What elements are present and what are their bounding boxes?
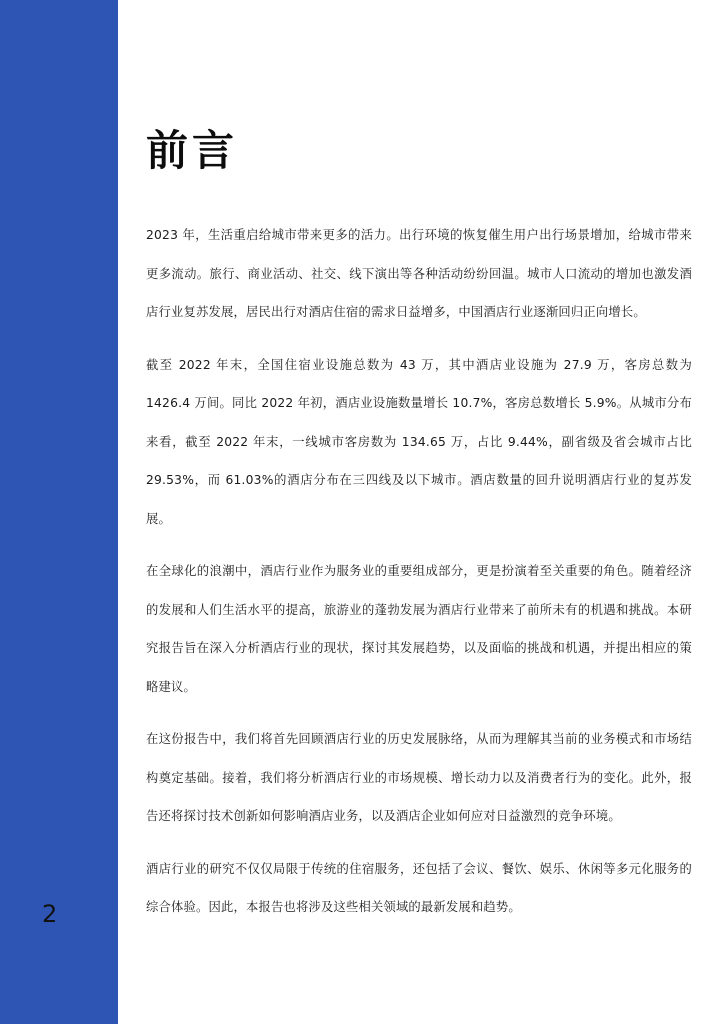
- paragraph: 在全球化的浪潮中，酒店行业作为服务业的重要组成部分，更是扮演着至关重要的角色。随着经济的发展和人们生活水平的提高，旅游业的蓬勃发展为酒店行业带来了前所未有的机遇和挑战。本研究报告旨在深入分析酒店行业的现状，探讨其发展趋势，以及面临的挑战和机遇，并提出相应的策略建议。: [146, 564, 692, 694]
- paragraph: 在这份报告中，我们将首先回顾酒店行业的历史发展脉络，从而为理解其当前的业务模式和市场结构奠定基础。接着，我们将分析酒店行业的市场规模、增长动力以及消费者行为的变化。此外，报告还将探讨技术创新如何影响酒店业务，以及酒店企业如何应对日益激烈的竞争环境。: [146, 732, 692, 823]
- page-title: 前言: [146, 126, 239, 175]
- paragraph: 2023 年，生活重启给城市带来更多的活力。出行环境的恢复催生用户出行场景增加，给城市带来更多流动。旅行、商业活动、社交、线下演出等各种活动纷纷回温。城市人口流动的增加也激发酒店行业复苏发展，居民出行对酒店住宿的需求日益增多，中国酒店行业逐渐回归正向增长。: [146, 228, 692, 319]
- side-color-bar: [0, 0, 118, 1024]
- paragraph: 截至 2022 年末，全国住宿业设施总数为 43 万，其中酒店业设施为 27.9 万，客房总数为 1426.4 万间。同比 2022 年初，酒店业设施数量增长 10.7%，客房总数增长 5.9%。从城市分布来看，截至 2022 年末，一线城市客房数为 134.65 万，占比 9.44%，副省级及省会城市占比 29.53%，而 61.03%的酒店分布在三四线及以下城市。酒店数量的回升说明酒店行业的复苏发展。: [146, 357, 692, 526]
- page-number: 2: [42, 900, 58, 928]
- paragraph: 酒店行业的研究不仅仅局限于传统的住宿服务，还包括了会议、餐饮、娱乐、休闲等多元化服务的综合体验。因此，本报告也将涉及这些相关领域的最新发展和趋势。: [146, 861, 692, 914]
- body-text: [146, 216, 692, 941]
